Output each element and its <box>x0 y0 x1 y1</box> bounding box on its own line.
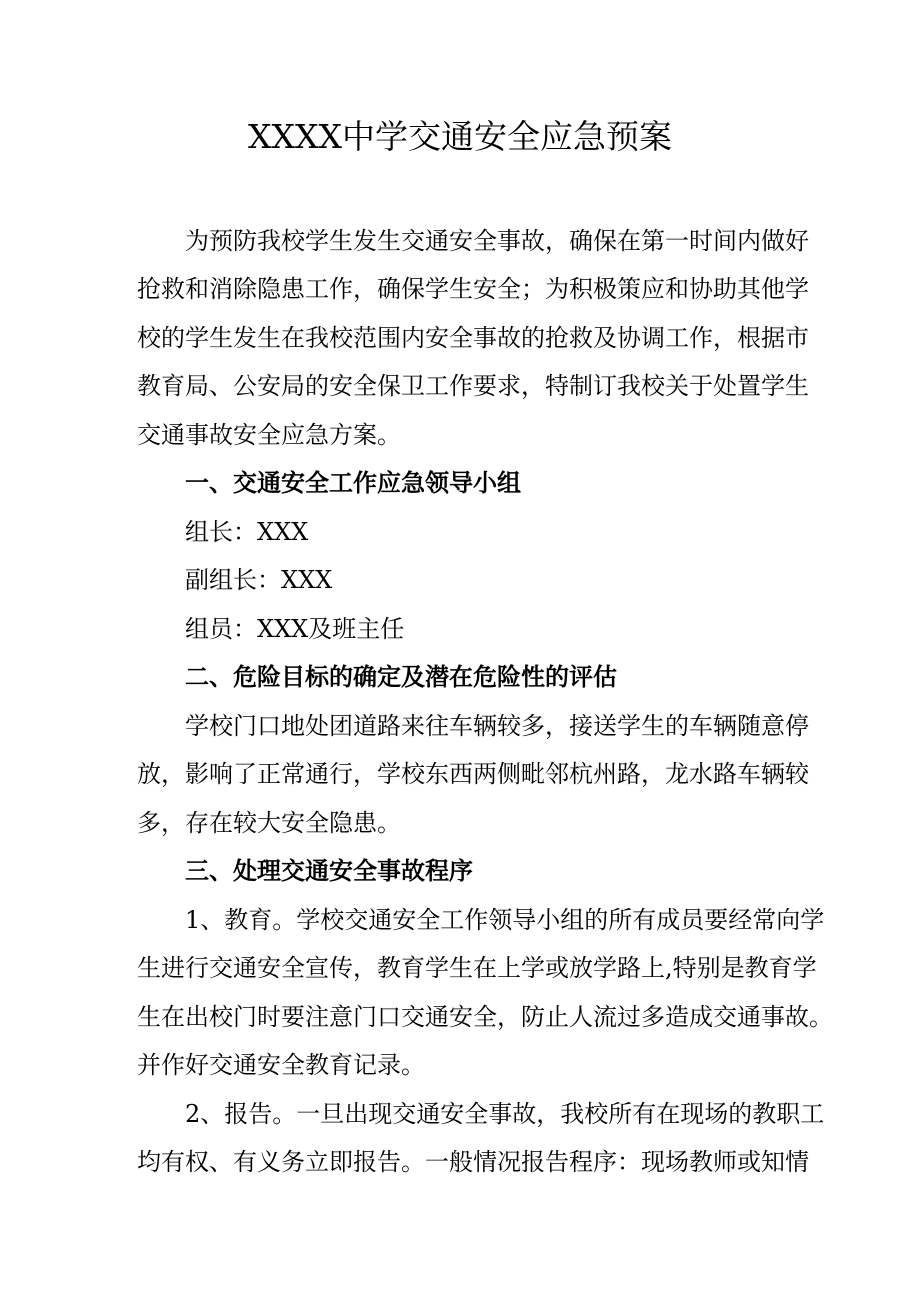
body-line: 1、教育。学校交通安全工作领导小组的所有成员要经常向学 <box>185 906 825 934</box>
intro-line: 教育局、公安局的安全保卫工作要求，特制订我校关于处置学生 <box>137 372 809 400</box>
intro-line: 校的学生发生在我校范围内安全事故的抢救及协调工作，根据市 <box>137 324 809 352</box>
body-line: 生在出校门时要注意门口交通安全，防止人流过多造成交通事故。 <box>137 1003 833 1031</box>
section-heading: 三、处理交通安全事故程序 <box>185 857 473 885</box>
intro-line: 抢救和消除隐患工作，确保学生安全；为积极策应和协助其他学 <box>137 275 809 303</box>
intro-line: 为预防我校学生发生交通安全事故，确保在第一时间内做好 <box>185 227 809 255</box>
body-line: 生进行交通安全宣传，教育学生在上学或放学路上,特别是教育学 <box>137 954 817 982</box>
body-line: 均有权、有义务立即报告。一般情况报告程序：现场教师或知情 <box>137 1148 809 1176</box>
document-title: XXXX中学交通安全应急预案 <box>248 117 672 156</box>
body-line: 学校门口地处团道路来往车辆较多，接送学生的车辆随意停 <box>185 712 809 740</box>
body-line: 放，影响了正常通行，学校东西两侧毗邻杭州路，龙水路车辆较 <box>137 760 809 788</box>
intro-line: 交通事故安全应急方案。 <box>137 421 401 449</box>
body-line: 多，存在较大安全隐患。 <box>137 809 401 837</box>
members-line: 组员：XXX及班主任 <box>185 615 405 643</box>
section-heading: 一、交通安全工作应急领导小组 <box>185 469 521 497</box>
section-heading: 二、危险目标的确定及潜在危险性的评估 <box>185 663 617 691</box>
deputy-leader-line: 副组长：XXX <box>185 566 333 594</box>
body-line: 并作好交通安全教育记录。 <box>137 1051 425 1079</box>
leader-line: 组长：XXX <box>185 518 309 546</box>
body-line: 2、报告。一旦出现交通安全事故，我校所有在现场的教职工 <box>185 1100 825 1128</box>
